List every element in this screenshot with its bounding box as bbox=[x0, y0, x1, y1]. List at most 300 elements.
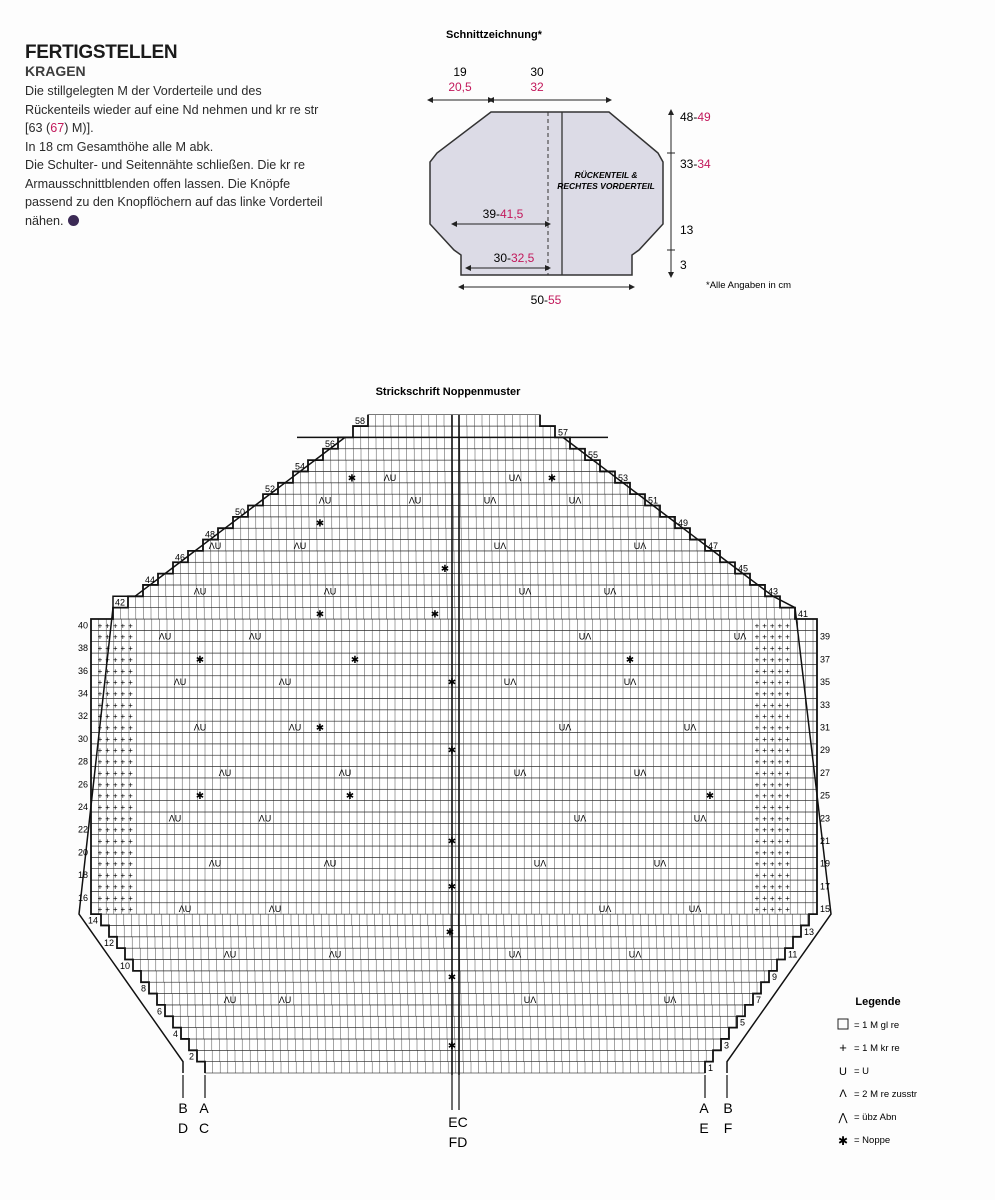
instructions-p1-red: 67 bbox=[50, 121, 65, 135]
marker-a: A bbox=[199, 1100, 209, 1116]
purl-stitch: + bbox=[105, 871, 110, 881]
purl-stitch: + bbox=[777, 666, 783, 676]
chart-row bbox=[181, 1028, 729, 1039]
chart-row bbox=[91, 778, 817, 789]
purl-stitch: + bbox=[120, 859, 126, 869]
purl-stitch: + bbox=[777, 871, 783, 881]
left-decrease-symbol: ΛU bbox=[338, 767, 352, 778]
purl-stitch: + bbox=[112, 768, 118, 778]
purl-stitch: + bbox=[769, 837, 775, 846]
purl-stitch: + bbox=[105, 746, 110, 756]
purl-stitch: + bbox=[128, 837, 133, 846]
purl-stitch: + bbox=[762, 723, 767, 733]
right-decrease-symbol: UΛ bbox=[513, 767, 527, 778]
purl-stitch: + bbox=[105, 814, 110, 824]
purl-stitch: + bbox=[777, 859, 783, 869]
row-label-left: 2 bbox=[188, 1051, 194, 1062]
row-label-right: 47 bbox=[708, 540, 719, 551]
marker-e: E bbox=[699, 1120, 709, 1136]
purl-stitch: + bbox=[762, 678, 767, 688]
purl-stitch: + bbox=[128, 689, 133, 699]
left-decrease-symbol: ΛU bbox=[173, 677, 187, 688]
chart-row bbox=[91, 846, 817, 857]
left-decrease-symbol: ΛU bbox=[208, 540, 222, 551]
row-label-left: 58 bbox=[354, 416, 365, 427]
purl-stitch: + bbox=[762, 871, 767, 881]
row-label-right: 19 bbox=[820, 858, 831, 869]
row-label-right: 43 bbox=[768, 586, 779, 597]
left-decrease-symbol: ΛU bbox=[193, 586, 207, 597]
purl-stitch: + bbox=[112, 734, 118, 744]
purl-stitch: + bbox=[769, 802, 775, 812]
row-label-left: 32 bbox=[77, 711, 88, 722]
dim-top-right-a: 30 bbox=[530, 65, 544, 79]
purl-stitch: + bbox=[769, 905, 775, 915]
row-label-left: 48 bbox=[204, 529, 215, 540]
purl-stitch: + bbox=[105, 802, 110, 812]
purl-stitch: + bbox=[785, 802, 790, 812]
left-decrease-symbol: ΛU bbox=[318, 495, 332, 506]
row-label-right: 31 bbox=[820, 722, 831, 733]
purl-stitch: + bbox=[754, 814, 760, 824]
bobble-symbol: ✱ bbox=[195, 791, 205, 803]
purl-stitch: + bbox=[97, 723, 103, 733]
measure-note: *Alle Angaben in cm bbox=[706, 280, 792, 291]
chart-row bbox=[338, 437, 570, 448]
dim-top-right-b: 32 bbox=[530, 80, 544, 94]
row-label-left: 38 bbox=[77, 643, 88, 654]
schnitt-title: Schnittzeichnung* bbox=[446, 29, 542, 41]
right-decrease-symbol: UΛ bbox=[508, 472, 522, 483]
row-label-right: 21 bbox=[820, 836, 831, 846]
purl-stitch: + bbox=[785, 882, 790, 892]
right-decrease-symbol: UΛ bbox=[688, 904, 702, 915]
legend-title: Legende bbox=[855, 996, 901, 1008]
purl-stitch: + bbox=[762, 734, 767, 744]
bobble-symbol: ✱ bbox=[447, 881, 457, 893]
purl-stitch: + bbox=[105, 712, 110, 722]
dim-top-left-a: 19 bbox=[453, 65, 467, 79]
row-label-right: 11 bbox=[788, 949, 798, 960]
legend-symbol-2: U bbox=[839, 1066, 847, 1078]
chart-row bbox=[233, 517, 675, 528]
purl-stitch: + bbox=[754, 621, 760, 631]
purl-stitch: + bbox=[777, 802, 783, 812]
purl-stitch: + bbox=[112, 678, 118, 688]
purl-stitch: + bbox=[777, 734, 783, 744]
row-label-left: 16 bbox=[77, 892, 88, 903]
purl-stitch: + bbox=[777, 882, 783, 892]
row-label-right: 1 bbox=[708, 1063, 714, 1073]
purl-stitch: + bbox=[105, 848, 110, 858]
purl-stitch: + bbox=[112, 802, 118, 812]
purl-stitch: + bbox=[754, 689, 760, 699]
purl-stitch: + bbox=[785, 632, 790, 642]
purl-stitch: + bbox=[769, 678, 775, 688]
right-decrease-symbol: UΛ bbox=[683, 722, 697, 733]
marker-c: C bbox=[198, 1120, 210, 1136]
purl-stitch: + bbox=[762, 712, 767, 722]
bobble-symbol: ✱ bbox=[447, 677, 457, 689]
purl-stitch: + bbox=[120, 780, 126, 790]
purl-stitch: + bbox=[128, 859, 133, 869]
bobble-symbol: ✱ bbox=[350, 654, 360, 666]
purl-stitch: + bbox=[777, 632, 783, 642]
purl-stitch: + bbox=[769, 655, 775, 665]
row-label-left: 20 bbox=[77, 847, 88, 858]
purl-stitch: + bbox=[120, 837, 126, 846]
purl-stitch: + bbox=[769, 723, 775, 733]
row-label-right: 15 bbox=[820, 904, 831, 915]
row-label-left: 36 bbox=[77, 665, 88, 676]
purl-stitch: + bbox=[105, 621, 110, 631]
right-decrease-symbol: UΛ bbox=[633, 767, 647, 778]
purl-stitch: + bbox=[762, 859, 767, 869]
purl-stitch: + bbox=[128, 632, 133, 642]
row-label-left: 40 bbox=[77, 620, 88, 631]
row-label-left: 6 bbox=[156, 1006, 162, 1017]
purl-stitch: + bbox=[105, 893, 110, 903]
bobble-symbol: ✱ bbox=[347, 473, 357, 485]
row-label-right: 7 bbox=[756, 994, 762, 1005]
dim-low: 30-32,5 bbox=[493, 251, 535, 265]
purl-stitch: + bbox=[785, 757, 790, 767]
purl-stitch: + bbox=[97, 746, 103, 756]
left-decrease-symbol: ΛU bbox=[278, 677, 292, 688]
right-decrease-symbol: UΛ bbox=[623, 677, 637, 688]
purl-stitch: + bbox=[762, 848, 767, 858]
purl-stitch: + bbox=[105, 723, 110, 733]
purl-stitch: + bbox=[762, 666, 767, 676]
row-label-left: 10 bbox=[119, 960, 130, 971]
purl-stitch: + bbox=[112, 621, 118, 631]
purl-stitch: + bbox=[120, 655, 126, 665]
purl-stitch: + bbox=[105, 780, 110, 790]
purl-stitch: + bbox=[128, 621, 133, 631]
purl-stitch: + bbox=[105, 882, 110, 892]
purl-stitch: + bbox=[120, 678, 126, 688]
purl-stitch: + bbox=[112, 871, 118, 881]
purl-stitch: + bbox=[754, 791, 760, 801]
purl-stitch: + bbox=[128, 871, 133, 881]
purl-stitch: + bbox=[105, 825, 110, 835]
purl-stitch: + bbox=[112, 655, 118, 665]
purl-stitch: + bbox=[105, 791, 110, 801]
right-decrease-symbol: UΛ bbox=[483, 495, 497, 506]
purl-stitch: + bbox=[769, 666, 775, 676]
left-decrease-symbol: ΛU bbox=[293, 540, 307, 551]
chart-row bbox=[117, 937, 793, 948]
chart-row bbox=[218, 528, 690, 539]
purl-stitch: + bbox=[128, 666, 133, 676]
chart-row bbox=[91, 767, 817, 778]
purl-stitch: + bbox=[754, 859, 760, 869]
dim-bottom: 50-55 bbox=[530, 293, 562, 307]
chart-row bbox=[173, 1016, 737, 1027]
row-label-right: 33 bbox=[820, 699, 831, 710]
purl-stitch: + bbox=[762, 700, 767, 710]
purl-stitch: + bbox=[769, 871, 775, 881]
purl-stitch: + bbox=[112, 825, 118, 835]
purl-stitch: + bbox=[97, 791, 103, 801]
purl-stitch: + bbox=[112, 746, 118, 756]
purl-stitch: + bbox=[777, 837, 783, 846]
chart-row bbox=[91, 891, 817, 902]
row-label-right: 5 bbox=[740, 1017, 746, 1028]
chart-row bbox=[91, 710, 817, 721]
purl-stitch: + bbox=[785, 893, 790, 903]
purl-stitch: + bbox=[112, 632, 118, 642]
right-decrease-symbol: UΛ bbox=[633, 540, 647, 551]
purl-stitch: + bbox=[120, 768, 126, 778]
purl-stitch: + bbox=[754, 893, 760, 903]
purl-stitch: + bbox=[777, 712, 783, 722]
chart-row bbox=[149, 982, 761, 993]
purl-stitch: + bbox=[128, 723, 133, 733]
purl-stitch: + bbox=[754, 802, 760, 812]
purl-stitch: + bbox=[128, 644, 133, 654]
purl-stitch: + bbox=[128, 882, 133, 892]
row-label-right: 41 bbox=[798, 609, 809, 619]
purl-stitch: + bbox=[97, 678, 103, 688]
purl-stitch: + bbox=[762, 655, 767, 665]
purl-stitch: + bbox=[105, 768, 110, 778]
purl-stitch: + bbox=[777, 644, 783, 654]
purl-stitch: + bbox=[777, 700, 783, 710]
purl-stitch: + bbox=[754, 837, 760, 846]
purl-stitch: + bbox=[754, 757, 760, 767]
purl-stitch: + bbox=[120, 746, 126, 756]
row-label-right: 57 bbox=[558, 427, 569, 438]
purl-stitch: + bbox=[785, 712, 790, 722]
marker-a-right: A bbox=[699, 1100, 709, 1116]
left-decrease-symbol: ΛU bbox=[268, 904, 282, 915]
left-decrease-symbol: ΛU bbox=[223, 994, 237, 1005]
chart-row bbox=[91, 619, 817, 630]
purl-stitch: + bbox=[120, 882, 126, 892]
row-label-right: 29 bbox=[820, 745, 831, 756]
chart-row bbox=[91, 733, 817, 744]
legend-symbol-5: ✱ bbox=[837, 1134, 849, 1148]
purl-stitch: + bbox=[754, 848, 760, 858]
right-decrease-symbol: UΛ bbox=[508, 949, 522, 960]
bobble-symbol: ✱ bbox=[705, 791, 715, 803]
purl-stitch: + bbox=[105, 655, 110, 665]
purl-stitch: + bbox=[128, 655, 133, 665]
chart-row bbox=[205, 1062, 705, 1073]
chart-row bbox=[91, 801, 817, 812]
marker-fd: FD bbox=[448, 1134, 468, 1150]
purl-stitch: + bbox=[762, 757, 767, 767]
row-label-left: 54 bbox=[294, 461, 305, 472]
purl-stitch: + bbox=[105, 689, 110, 699]
purl-stitch: + bbox=[120, 848, 126, 858]
purl-stitch: + bbox=[112, 882, 118, 892]
bobble-symbol: ✱ bbox=[315, 723, 325, 734]
purl-stitch: + bbox=[112, 791, 118, 801]
purl-stitch: + bbox=[769, 746, 775, 756]
purl-stitch: + bbox=[128, 791, 133, 801]
purl-stitch: + bbox=[120, 825, 126, 835]
right-decrease-symbol: UΛ bbox=[523, 994, 537, 1005]
chart-row bbox=[91, 857, 817, 868]
legend-symbol-0 bbox=[838, 1019, 848, 1029]
purl-stitch: + bbox=[120, 644, 126, 654]
purl-stitch: + bbox=[785, 666, 790, 676]
purl-stitch: + bbox=[777, 791, 783, 801]
purl-stitch: + bbox=[97, 882, 103, 892]
purl-stitch: + bbox=[769, 734, 775, 744]
bobble-symbol: ✱ bbox=[447, 836, 457, 848]
row-label-left: 30 bbox=[77, 733, 88, 744]
chart-row bbox=[323, 449, 585, 460]
purl-stitch: + bbox=[769, 700, 775, 710]
purl-stitch: + bbox=[769, 859, 775, 869]
purl-stitch: + bbox=[128, 678, 133, 688]
purl-stitch: + bbox=[777, 678, 783, 688]
left-decrease-symbol: ΛU bbox=[208, 858, 222, 869]
row-label-left: 56 bbox=[324, 438, 335, 449]
purl-stitch: + bbox=[105, 678, 110, 688]
legend-text-2: = U bbox=[854, 1066, 870, 1077]
purl-stitch: + bbox=[128, 734, 133, 744]
purl-stitch: + bbox=[769, 689, 775, 699]
purl-stitch: + bbox=[769, 825, 775, 835]
row-label-left: 28 bbox=[77, 756, 88, 767]
row-label-right: 25 bbox=[820, 790, 831, 801]
purl-stitch: + bbox=[785, 678, 790, 688]
row-label-right: 53 bbox=[618, 472, 629, 483]
right-decrease-symbol: UΛ bbox=[568, 495, 582, 506]
purl-stitch: + bbox=[105, 905, 110, 915]
row-label-left: 52 bbox=[264, 484, 275, 495]
legend-symbol-3: Λ bbox=[839, 1088, 847, 1100]
right-decrease-symbol: UΛ bbox=[503, 677, 517, 688]
dim-h1: 48-49 bbox=[680, 110, 711, 124]
purl-stitch: + bbox=[128, 700, 133, 710]
left-decrease-symbol: ΛU bbox=[168, 813, 182, 824]
right-decrease-symbol: UΛ bbox=[653, 858, 667, 869]
purl-stitch: + bbox=[762, 893, 767, 903]
right-decrease-symbol: UΛ bbox=[573, 813, 587, 824]
row-label-right: 13 bbox=[804, 926, 815, 937]
purl-stitch: + bbox=[754, 644, 760, 654]
purl-stitch: + bbox=[112, 837, 118, 846]
row-label-right: 55 bbox=[588, 450, 599, 461]
dim-h2: 33-34 bbox=[680, 157, 711, 171]
chart-row bbox=[143, 585, 765, 596]
purl-stitch: + bbox=[777, 848, 783, 858]
instructions-p1b: ) M)]. bbox=[64, 121, 94, 135]
dim-h4: 3 bbox=[680, 258, 687, 272]
purl-stitch: + bbox=[97, 871, 103, 881]
purl-stitch: + bbox=[769, 814, 775, 824]
purl-stitch: + bbox=[769, 893, 775, 903]
chart-row bbox=[109, 925, 801, 939]
legend bbox=[837, 996, 917, 1148]
legend-text-1: = 1 M kr re bbox=[854, 1043, 900, 1054]
purl-stitch: + bbox=[785, 791, 790, 801]
legend-symbol-1: + bbox=[839, 1040, 847, 1055]
chart-row bbox=[368, 415, 540, 426]
purl-stitch: + bbox=[762, 905, 767, 915]
chart-row bbox=[128, 596, 780, 607]
left-decrease-symbol: ΛU bbox=[158, 631, 172, 642]
right-decrease-symbol: UΛ bbox=[578, 631, 592, 642]
purl-stitch: + bbox=[120, 791, 126, 801]
left-decrease-symbol: ΛU bbox=[408, 495, 422, 506]
left-decrease-symbol: ΛU bbox=[323, 858, 337, 869]
purl-stitch: + bbox=[128, 802, 133, 812]
purl-stitch: + bbox=[97, 621, 103, 631]
purl-stitch: + bbox=[762, 802, 767, 812]
purl-stitch: + bbox=[128, 780, 133, 790]
purl-stitch: + bbox=[97, 655, 103, 665]
purl-stitch: + bbox=[777, 905, 783, 915]
purl-stitch: + bbox=[97, 666, 103, 676]
purl-stitch: + bbox=[762, 621, 767, 631]
purl-stitch: + bbox=[97, 632, 103, 642]
purl-stitch: + bbox=[120, 621, 126, 631]
left-decrease-symbol: ΛU bbox=[288, 722, 302, 733]
bobble-symbol: ✱ bbox=[315, 518, 325, 530]
purl-stitch: + bbox=[785, 689, 790, 699]
chart-row bbox=[248, 506, 660, 517]
purl-stitch: + bbox=[112, 666, 118, 676]
purl-stitch: + bbox=[120, 700, 126, 710]
purl-stitch: + bbox=[120, 723, 126, 733]
purl-stitch: + bbox=[120, 734, 126, 744]
purl-stitch: + bbox=[785, 848, 790, 858]
chart-row bbox=[91, 812, 817, 823]
row-label-right: 23 bbox=[820, 813, 831, 824]
purl-stitch: + bbox=[112, 700, 118, 710]
purl-stitch: + bbox=[128, 768, 133, 778]
purl-stitch: + bbox=[120, 893, 126, 903]
purl-stitch: + bbox=[97, 780, 103, 790]
purl-stitch: + bbox=[777, 893, 783, 903]
purl-stitch: + bbox=[777, 825, 783, 835]
purl-stitch: + bbox=[112, 757, 118, 767]
purl-stitch: + bbox=[105, 666, 110, 676]
row-label-left: 42 bbox=[114, 597, 125, 608]
purl-stitch: + bbox=[120, 632, 126, 642]
purl-stitch: + bbox=[97, 768, 103, 778]
purl-stitch: + bbox=[105, 700, 110, 710]
purl-stitch: + bbox=[762, 644, 767, 654]
purl-stitch: + bbox=[777, 780, 783, 790]
bobble-symbol: ✱ bbox=[345, 791, 355, 803]
dim-mid: 39-41,5 bbox=[482, 207, 524, 221]
bobble-symbol: ✱ bbox=[625, 654, 635, 666]
chart-row bbox=[113, 608, 795, 619]
purl-stitch: + bbox=[120, 905, 126, 915]
purl-stitch: + bbox=[785, 621, 790, 631]
row-label-right: 9 bbox=[772, 972, 778, 983]
bobble-symbol: ✱ bbox=[315, 609, 325, 621]
left-decrease-symbol: ΛU bbox=[278, 994, 292, 1005]
row-label-left: 12 bbox=[103, 938, 114, 949]
left-decrease-symbol: ΛU bbox=[383, 472, 397, 483]
purl-stitch: + bbox=[754, 666, 760, 676]
purl-stitch: + bbox=[97, 757, 103, 767]
panel-label-1: RÜCKENTEIL & bbox=[574, 170, 638, 180]
purl-stitch: + bbox=[769, 632, 775, 642]
purl-stitch: + bbox=[128, 893, 133, 903]
purl-stitch: + bbox=[112, 814, 118, 824]
purl-stitch: + bbox=[105, 859, 110, 869]
purl-stitch: + bbox=[97, 905, 103, 915]
